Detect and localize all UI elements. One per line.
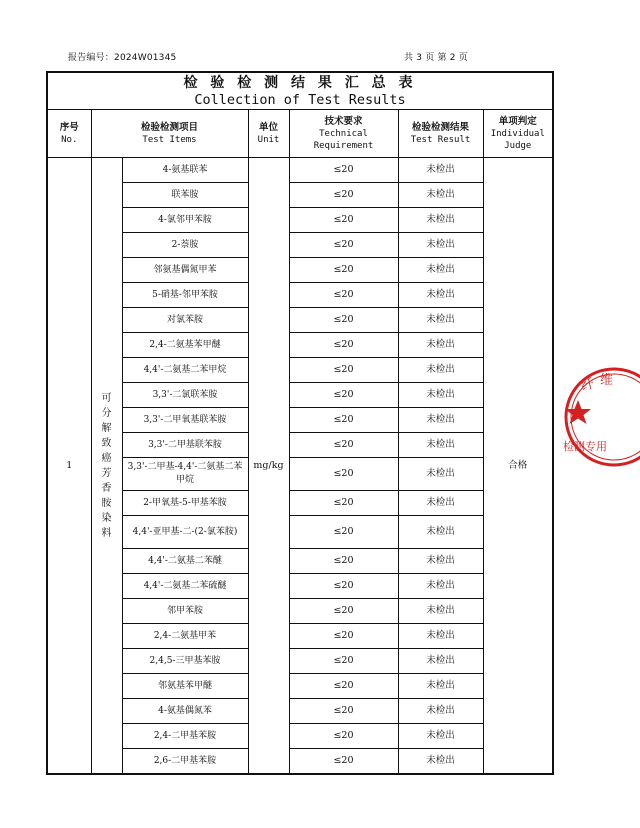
test-item-label: 对氯苯胺 [166, 315, 203, 325]
table-row [47, 258, 553, 283]
table-row [47, 183, 553, 208]
requirement-value: ≤20 [289, 433, 398, 458]
requirement-value: ≤20 [289, 158, 398, 183]
table-row [47, 458, 553, 491]
svg-text:维: 维 [600, 373, 614, 388]
test-item-label: 4-氨基联苯 [162, 165, 208, 175]
requirement-value: ≤20 [289, 491, 398, 516]
test-item-name [122, 549, 248, 574]
requirement-value: ≤20 [289, 183, 398, 208]
test-item-label: 联苯胺 [171, 190, 199, 200]
test-item-label: 4-氯邻甲苯胺 [158, 215, 212, 225]
result-value: 未检出 [398, 333, 483, 358]
test-item-label: 3,3'-二甲氧基联苯胺 [143, 415, 227, 425]
requirement-value: ≤20 [289, 574, 398, 599]
test-item-name [122, 208, 248, 233]
test-item-name [122, 649, 248, 674]
results-body [47, 158, 553, 775]
test-item-name [122, 158, 248, 183]
col-header-judge: 单项判定 Individual Judge [483, 110, 553, 158]
table-title-en: Collection of Test Results [194, 92, 406, 108]
test-item-name [122, 233, 248, 258]
requirement-value: ≤20 [289, 724, 398, 749]
requirement-value: ≤20 [289, 624, 398, 649]
group-unit: mg/kg [248, 158, 289, 775]
test-item-name [122, 674, 248, 699]
table-row [47, 699, 553, 724]
result-value: 未检出 [398, 308, 483, 333]
table-row [47, 208, 553, 233]
table-row [47, 574, 553, 599]
svg-text:纤: 纤 [579, 376, 596, 394]
table-row [47, 749, 553, 775]
test-item-name [122, 258, 248, 283]
requirement-value: ≤20 [289, 649, 398, 674]
test-item-name [122, 749, 248, 775]
test-item-label: 4,4'-二氨基二苯醚 [148, 556, 222, 566]
result-value: 未检出 [398, 574, 483, 599]
test-item-label: 4-氨基偶氮苯 [158, 706, 212, 716]
requirement-value: ≤20 [289, 308, 398, 333]
test-item-label: 2,4,5-三甲基苯胺 [149, 656, 221, 666]
col-header-result: 检验检测结果 Test Result [398, 110, 483, 158]
column-header-row [47, 110, 553, 158]
svg-text:检测专用: 检测专用 [563, 440, 607, 453]
result-value: 未检出 [398, 433, 483, 458]
test-item-name [122, 358, 248, 383]
table-row [47, 158, 553, 183]
requirement-value: ≤20 [289, 408, 398, 433]
result-value: 未检出 [398, 358, 483, 383]
test-item-label: 4,4'-二氨基二苯硫醚 [143, 581, 227, 591]
table-row [47, 283, 553, 308]
requirement-value: ≤20 [289, 749, 398, 775]
requirement-value: ≤20 [289, 674, 398, 699]
result-value: 未检出 [398, 649, 483, 674]
table-row [47, 358, 553, 383]
report-number-label: 报告编号： [68, 53, 115, 63]
test-item-name [122, 699, 248, 724]
test-item-label: 2-甲氧基-5-甲基苯胺 [143, 498, 227, 508]
result-value: 未检出 [398, 599, 483, 624]
result-value: 未检出 [398, 283, 483, 308]
requirement-value: ≤20 [289, 233, 398, 258]
test-item-name [122, 283, 248, 308]
result-value: 未检出 [398, 624, 483, 649]
result-value: 未检出 [398, 699, 483, 724]
test-item-label: 2-萘胺 [171, 240, 199, 250]
table-row [47, 383, 553, 408]
col-header-items: 检验检测项目 Test Items [91, 110, 248, 158]
table-row [47, 233, 553, 258]
col-header-no: 序号 No. [47, 110, 91, 158]
test-item-label: 4,4'-亚甲基-二-(2-氯苯胺) [132, 526, 238, 537]
result-value: 未检出 [398, 383, 483, 408]
requirement-value: ≤20 [289, 383, 398, 408]
test-item-label: 2,4-二氨基苯甲醚 [149, 340, 221, 350]
requirement-value: ≤20 [289, 458, 398, 491]
table-title [47, 72, 553, 110]
test-item-name [122, 308, 248, 333]
requirement-value: ≤20 [289, 599, 398, 624]
inspection-seal [560, 362, 640, 472]
group-number: 1 [47, 158, 91, 775]
table-row [47, 408, 553, 433]
test-item-name [122, 408, 248, 433]
test-item-label: 5-硝基-邻甲苯胺 [152, 290, 218, 300]
page-info: 共 3 页 第 2 页 [404, 53, 468, 63]
test-item-label: 2,4-二氨基甲苯 [153, 631, 217, 641]
table-row [47, 599, 553, 624]
result-value: 未检出 [398, 408, 483, 433]
result-value: 未检出 [398, 491, 483, 516]
test-item-name [122, 183, 248, 208]
test-item-name [122, 383, 248, 408]
report-number [68, 50, 176, 63]
result-value: 未检出 [398, 549, 483, 574]
group-judgement: 合格 [483, 158, 553, 775]
table-row [47, 674, 553, 699]
test-item-name [122, 458, 248, 491]
result-value: 未检出 [398, 516, 483, 549]
test-item-label: 3,3'-二氯联苯胺 [152, 390, 218, 400]
table-title-cn: 检 验 检 测 结 果 汇 总 表 [183, 75, 417, 91]
requirement-value: ≤20 [289, 258, 398, 283]
requirement-value: ≤20 [289, 699, 398, 724]
test-item-label: 邻氨基偶氮甲苯 [153, 265, 217, 275]
test-item-label: 3,3'-二甲基联苯胺 [148, 440, 222, 450]
result-value: 未检出 [398, 158, 483, 183]
test-item-name [122, 491, 248, 516]
requirement-value: ≤20 [289, 283, 398, 308]
table-row [47, 724, 553, 749]
table-row [47, 491, 553, 516]
table-row [47, 624, 553, 649]
table-row [47, 308, 553, 333]
result-value: 未检出 [398, 749, 483, 775]
result-value: 未检出 [398, 208, 483, 233]
test-item-label: 2,4-二甲基苯胺 [153, 731, 217, 741]
test-item-name [122, 516, 248, 549]
result-value: 未检出 [398, 258, 483, 283]
requirement-value: ≤20 [289, 208, 398, 233]
col-header-unit: 单位 Unit [248, 110, 289, 158]
result-value: 未检出 [398, 674, 483, 699]
group-category-text: 可分解致癌芳香胺染料 [101, 392, 112, 539]
table-row [47, 433, 553, 458]
requirement-value: ≤20 [289, 516, 398, 549]
group-category [91, 158, 122, 775]
report-number-value: 2024W01345 [114, 53, 177, 63]
test-item-name [122, 333, 248, 358]
table-row [47, 333, 553, 358]
col-header-requirement: 技术要求 Technical Requirement [289, 110, 398, 158]
test-item-label: 邻甲苯胺 [166, 606, 203, 616]
result-value: 未检出 [398, 458, 483, 491]
result-value: 未检出 [398, 183, 483, 208]
test-item-name [122, 599, 248, 624]
table-row [47, 516, 553, 549]
test-item-label: 3,3'-二甲基-4,4'-二氨基二苯甲烷 [127, 462, 243, 485]
test-item-name [122, 574, 248, 599]
results-table [46, 71, 554, 775]
requirement-value: ≤20 [289, 549, 398, 574]
test-item-name [122, 433, 248, 458]
test-item-label: 2,6-二甲基苯胺 [153, 756, 217, 766]
result-value: 未检出 [398, 233, 483, 258]
test-item-name [122, 724, 248, 749]
test-item-label: 邻氨基苯甲醚 [157, 681, 212, 691]
table-row [47, 649, 553, 674]
result-value: 未检出 [398, 724, 483, 749]
table-row [47, 549, 553, 574]
requirement-value: ≤20 [289, 358, 398, 383]
test-item-name [122, 624, 248, 649]
requirement-value: ≤20 [289, 333, 398, 358]
test-item-label: 4,4'-二氨基二苯甲烷 [143, 365, 227, 375]
